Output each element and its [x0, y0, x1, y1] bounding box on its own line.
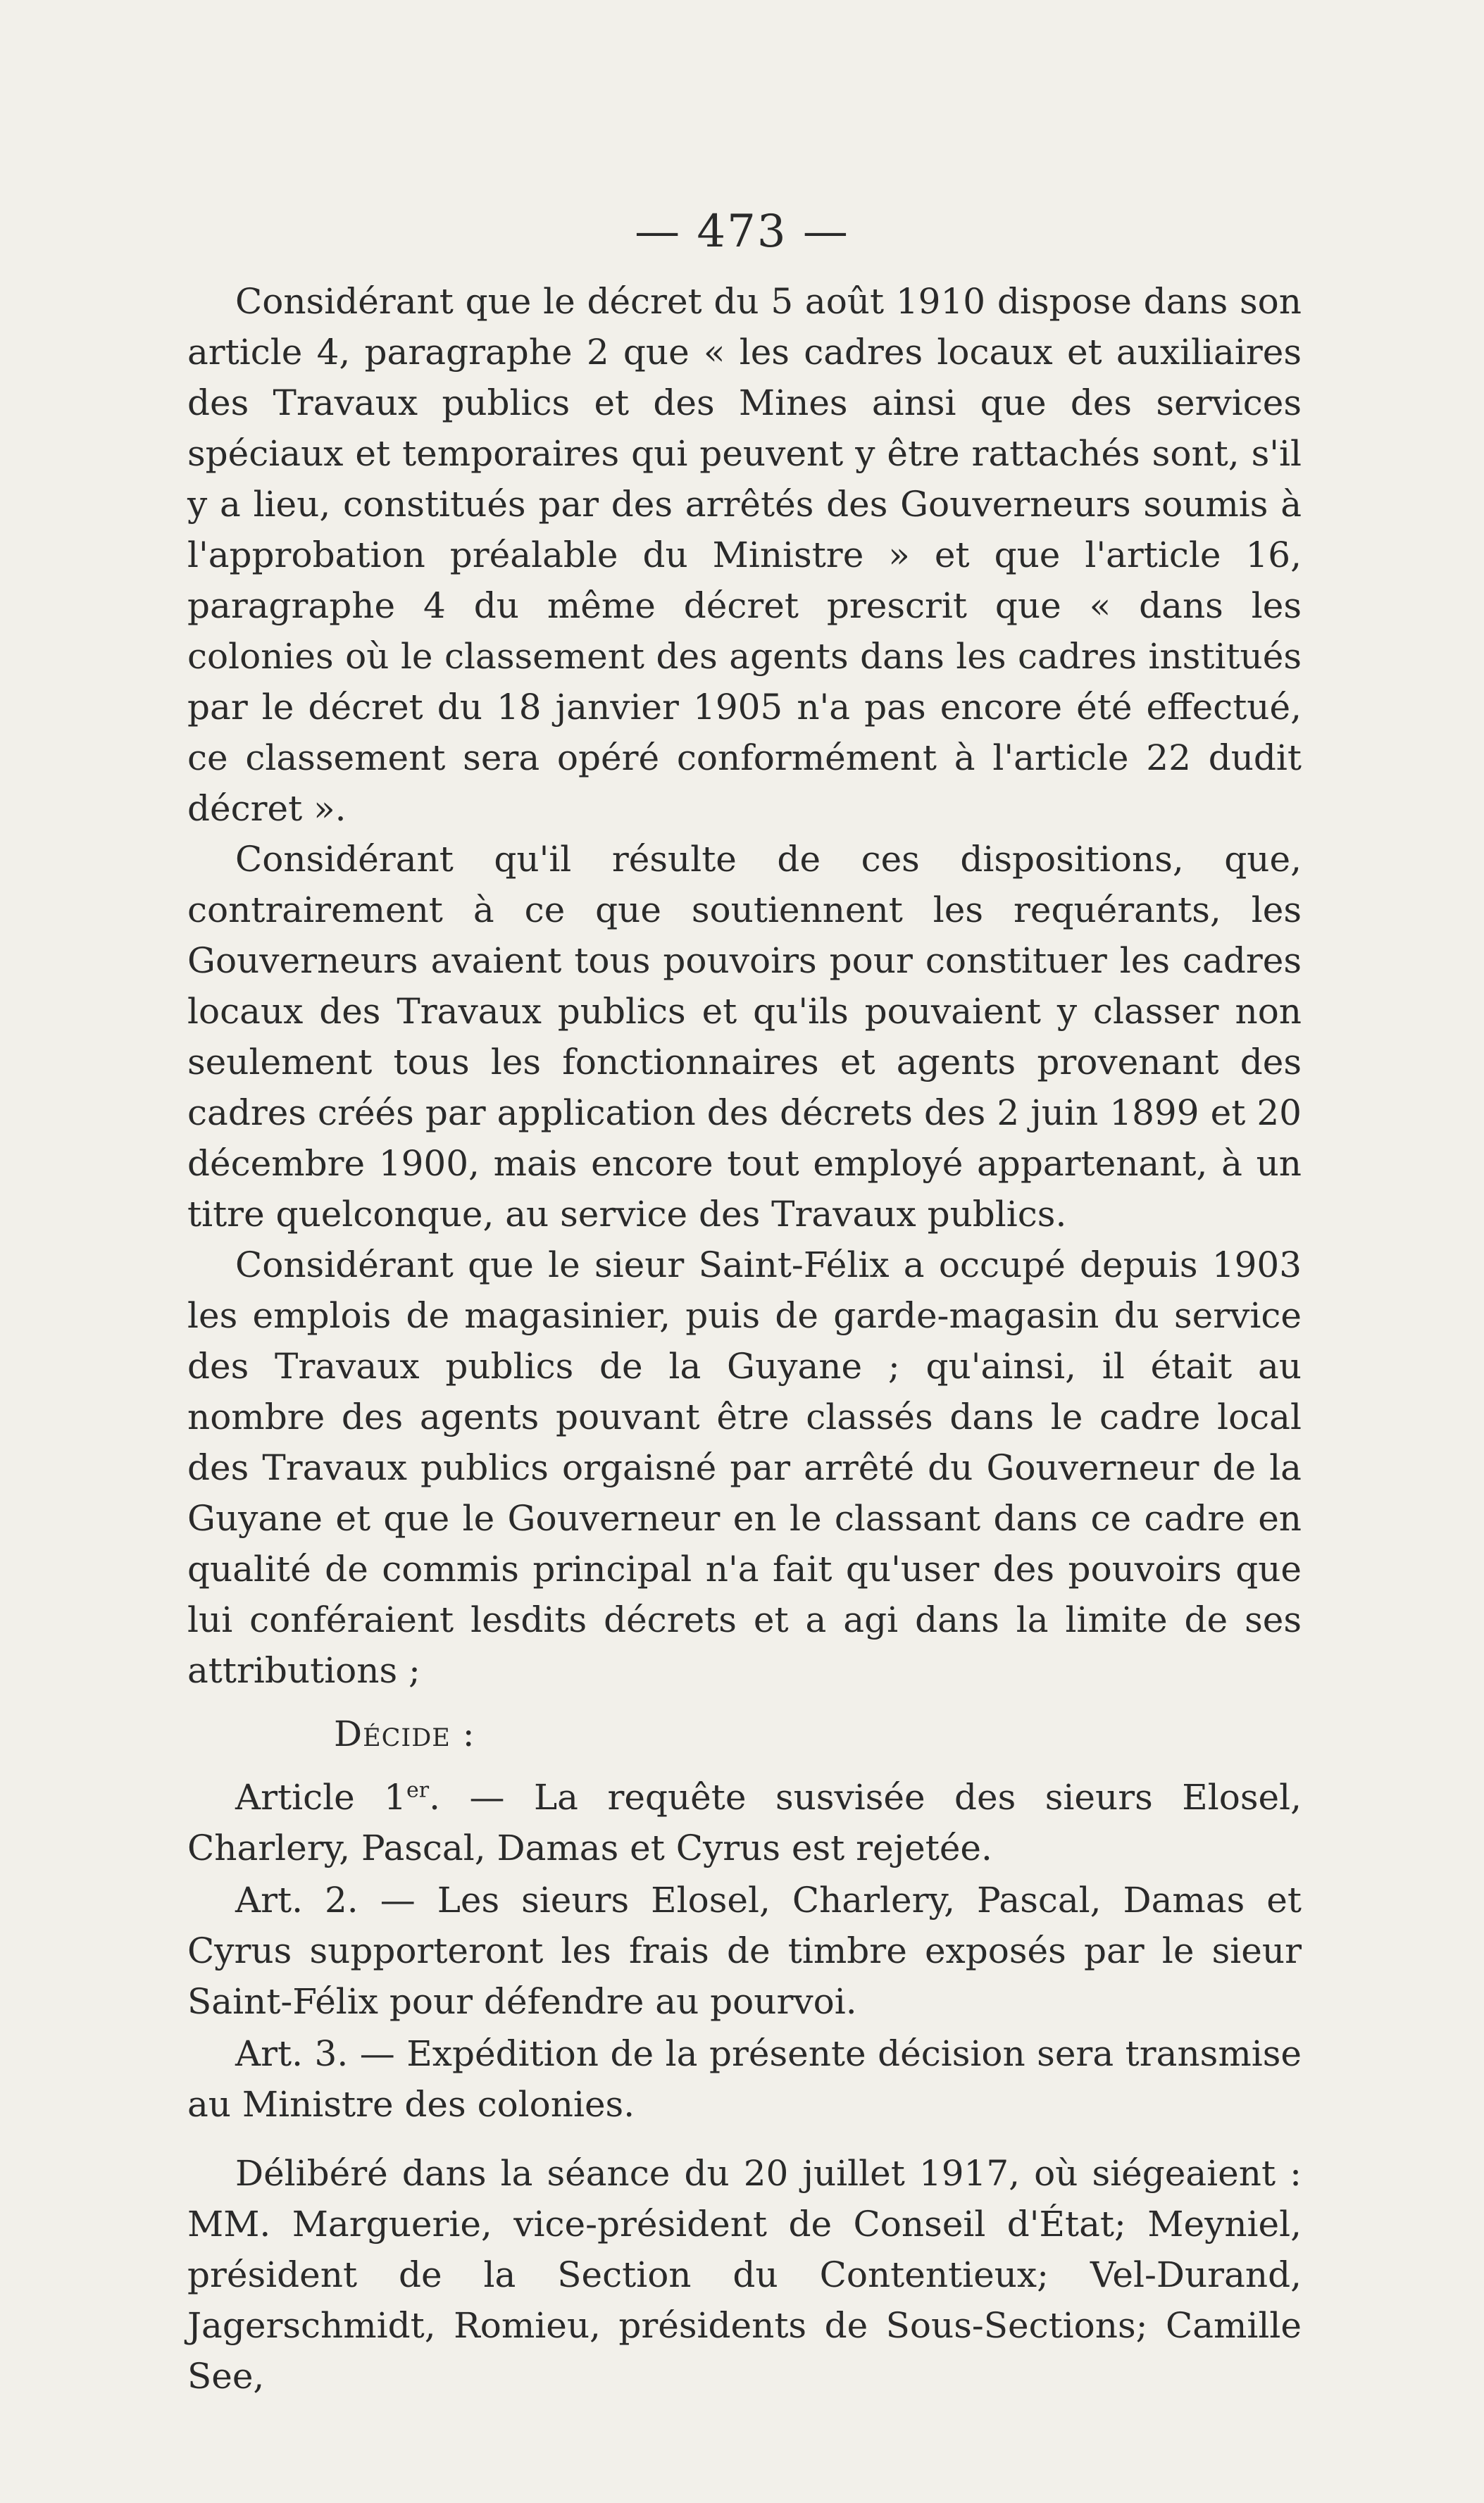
article-3-prefix: Art. 3. [235, 2033, 349, 2074]
page-number: — 473 — [635, 206, 849, 258]
article-2-prefix: Art. 2. [235, 1880, 358, 1921]
body-text [187, 276, 1302, 2402]
article-1 [187, 1772, 1302, 1873]
paragraph-considerant-2: Considérant qu'il résulte de ces dispositions, que, contrairement à ce que soutiennent les requérants, les Gouverneurs avaient tous pouvoirs pour constituer les cadres locaux des Travaux publics et qu'ils pouvaient y classer non seulement tous les fonctionnaires et agents provenant des cadres créés par application des décrets des 2 juin 1899 et 20 décembre 1900, mais encore tout employé appartenant, à un titre quelconque, au service des Travaux publics. [187, 839, 1302, 1235]
article-1-prefix: Article 1 [235, 1777, 406, 1818]
article-2 [187, 1875, 1302, 2027]
decide-heading: Décide : [334, 1714, 475, 1754]
article-3 [187, 2028, 1302, 2130]
deliberation-paragraph: Délibéré dans la séance du 20 juillet 1917, où siégeaient : MM. Marguerie, vice-président de Conseil d'État; Meyniel, président de la Section du Contentieux; Vel-Durand, Jagerschmidt, Romieu, présidents de Sous-Sections; Camille See, [187, 2153, 1302, 2397]
paragraph-considerant-3: Considérant que le sieur Saint-Félix a occupé depuis 1903 les emplois de magasinier, puis de garde-magasin du service des Travaux publics de la Guyane ; qu'ainsi, il était au nombre des agents pouvant être classés dans le cadre local des Travaux publics orgaisné par arrêté du Gouverneur de la Guyane et que le Gouverneur en le classant dans ce cadre en qualité de commis principal n'a fait qu'user des pouvoirs que lui conféraient lesdits décrets et a agi dans la limite de ses attributions ; [187, 1244, 1302, 1691]
article-3-text: — Expédition de la présente décision sera transmise au Ministre des colonies. [187, 2033, 1302, 2125]
paragraph-considerant-1: Considérant que le décret du 5 août 1910 dispose dans son article 4, paragraphe 2 que « les cadres locaux et auxiliaires des Travaux publics et des Mines ainsi que des services spéciaux et temporaires qui peuvent y être rattachés sont, s'il y a lieu, constitués par des arrêtés des Gouverneurs soumis à l'approbation préalable du Ministre » et que l'article 16, paragraphe 4 du même décret prescrit que « dans les colonies où le classement des agents dans les cadres institués par le décret du 18 janvier 1905 n'a pas encore été effectué, ce classement sera opéré conformément à l'article 22 dudit décret ». [187, 281, 1302, 829]
article-1-sup: er [406, 1778, 430, 1803]
article-1-text: . — La requête susvisée des sieurs Elosel, Charlery, Pascal, Damas et Cyrus est rejetée. [187, 1777, 1302, 1868]
article-2-text: — Les sieurs Elosel, Charlery, Pascal, Damas et Cyrus supporteront les frais de timbre exposés par le sieur Saint-Félix pour défendre au pourvoi. [187, 1880, 1302, 2022]
